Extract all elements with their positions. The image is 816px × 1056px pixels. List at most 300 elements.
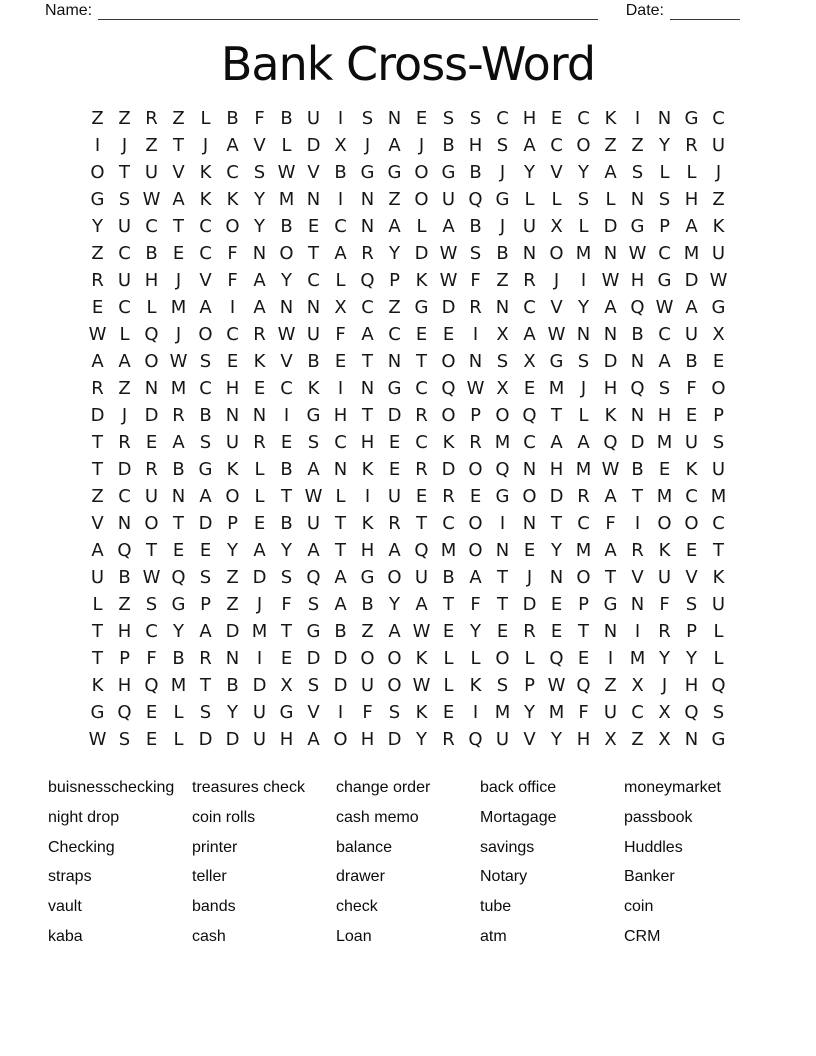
- grid-letter: U: [90, 567, 105, 588]
- word-list-item: cash memo: [336, 808, 419, 826]
- grid-letter: S: [712, 702, 725, 723]
- grid-letter: H: [603, 378, 618, 399]
- grid-letter: E: [523, 378, 536, 399]
- grid-letter: T: [551, 405, 562, 426]
- grid-letter: G: [360, 162, 375, 183]
- grid-letter: Q: [414, 540, 429, 561]
- word-search-grid: [0, 105, 816, 753]
- grid-letter: O: [279, 243, 294, 264]
- grid-letter: A: [685, 297, 698, 318]
- page-title: Bank Cross-Word: [220, 37, 596, 91]
- grid-letter: K: [199, 189, 212, 210]
- grid-letter: U: [711, 459, 726, 480]
- grid-letter: K: [253, 351, 266, 372]
- grid-letter: N: [522, 459, 537, 480]
- grid-letter: A: [388, 540, 401, 561]
- grid-letter: I: [256, 648, 263, 669]
- grid-letter: R: [361, 243, 374, 264]
- grid-letter: O: [495, 405, 510, 426]
- grid-letter: N: [171, 486, 186, 507]
- grid-letter: D: [414, 243, 429, 264]
- grid-letter: A: [199, 297, 212, 318]
- grid-letter: F: [362, 702, 373, 723]
- grid-letter: I: [634, 108, 641, 129]
- grid-letter: V: [523, 729, 536, 750]
- grid-letter: R: [145, 108, 158, 129]
- word-list-item: coin rolls: [192, 808, 256, 826]
- grid-letter: L: [146, 297, 157, 318]
- grid-letter: N: [522, 243, 537, 264]
- grid-letter: R: [199, 648, 212, 669]
- grid-letter: G: [387, 162, 402, 183]
- grid-letter: L: [416, 216, 427, 237]
- grid-letter: O: [198, 324, 213, 345]
- grid-letter: H: [117, 675, 132, 696]
- grid-letter: C: [334, 432, 347, 453]
- grid-letter: Y: [227, 702, 238, 723]
- grid-letter: Q: [441, 378, 456, 399]
- grid-letter: E: [496, 621, 509, 642]
- word-list-item: CRM: [624, 927, 661, 945]
- grid-letter: O: [468, 513, 483, 534]
- grid-letter: N: [360, 216, 375, 237]
- grid-letter: G: [495, 486, 510, 507]
- grid-letter: G: [711, 729, 726, 750]
- grid-letter: D: [603, 351, 618, 372]
- grid-letter: F: [146, 648, 157, 669]
- grid-letter: F: [605, 513, 616, 534]
- grid-letter: W: [547, 675, 566, 696]
- grid-letter: T: [173, 135, 184, 156]
- grid-letter: R: [523, 270, 536, 291]
- grid-letter: A: [307, 729, 320, 750]
- grid-letter: Y: [551, 729, 562, 750]
- grid-letter: I: [337, 702, 344, 723]
- grid-letter: N: [576, 324, 591, 345]
- grid-letter: K: [226, 459, 239, 480]
- grid-letter: N: [387, 108, 402, 129]
- grid-letter: C: [118, 486, 131, 507]
- grid-letter: U: [360, 675, 375, 696]
- grid-letter: V: [253, 135, 266, 156]
- grid-letter: U: [117, 216, 132, 237]
- grid-letter: N: [549, 567, 564, 588]
- grid-letter: W: [88, 729, 107, 750]
- grid-letter: O: [684, 513, 699, 534]
- grid-letter: E: [523, 540, 536, 561]
- grid-letter: S: [577, 189, 590, 210]
- grid-letter: V: [307, 702, 320, 723]
- grid-letter: M: [278, 189, 295, 210]
- grid-letter: I: [634, 513, 641, 534]
- grid-letter: J: [418, 135, 425, 156]
- grid-letter: V: [685, 567, 698, 588]
- grid-letter: A: [118, 351, 131, 372]
- grid-letter: Q: [144, 675, 159, 696]
- grid-letter: E: [253, 513, 266, 534]
- grid-letter: Q: [468, 729, 483, 750]
- grid-letter: B: [226, 675, 239, 696]
- grid-letter: S: [361, 108, 374, 129]
- grid-letter: D: [441, 459, 456, 480]
- grid-letter: K: [442, 432, 455, 453]
- grid-letter: N: [279, 297, 294, 318]
- grid-letter: R: [145, 459, 158, 480]
- grid-letter: S: [496, 675, 509, 696]
- grid-letter: Q: [630, 297, 645, 318]
- grid-letter: N: [468, 351, 483, 372]
- grid-letter: G: [441, 162, 456, 183]
- word-list-column: [48, 773, 192, 952]
- grid-letter: A: [253, 540, 266, 561]
- grid-letter: A: [253, 270, 266, 291]
- grid-letter: Y: [281, 270, 292, 291]
- word-list-item: balance: [336, 838, 393, 856]
- grid-letter: K: [361, 459, 374, 480]
- grid-letter: M: [440, 540, 457, 561]
- grid-letter: D: [225, 621, 240, 642]
- grid-letter: S: [307, 675, 320, 696]
- grid-letter: H: [684, 189, 699, 210]
- grid-letter: W: [277, 324, 296, 345]
- word-list-column: [336, 773, 480, 952]
- grid-letter: B: [280, 459, 293, 480]
- grid-letter: C: [199, 243, 212, 264]
- grid-letter: N: [252, 405, 267, 426]
- grid-letter: A: [334, 567, 347, 588]
- grid-letter: G: [495, 189, 510, 210]
- grid-letter: B: [685, 351, 698, 372]
- grid-letter: Y: [686, 648, 697, 669]
- grid-letter: J: [121, 405, 128, 426]
- grid-letter: S: [685, 594, 698, 615]
- grid-letter: E: [280, 648, 293, 669]
- grid-letter: A: [604, 162, 617, 183]
- word-list-item: savings: [480, 838, 535, 856]
- grid-letter: G: [90, 702, 105, 723]
- grid-letter: U: [225, 432, 240, 453]
- grid-letter: Z: [604, 135, 617, 156]
- grid-letter: F: [227, 243, 238, 264]
- grid-letter: X: [658, 729, 671, 750]
- grid-letter: L: [281, 135, 292, 156]
- grid-letter: S: [496, 351, 509, 372]
- grid-letter: H: [576, 729, 591, 750]
- grid-letter: N: [360, 189, 375, 210]
- grid-letter: T: [92, 432, 103, 453]
- grid-letter: U: [711, 594, 726, 615]
- grid-letter: S: [199, 351, 212, 372]
- grid-letter: D: [333, 675, 348, 696]
- grid-letter: D: [225, 729, 240, 750]
- grid-letter: Y: [281, 540, 292, 561]
- grid-letter: Q: [117, 540, 132, 561]
- grid-letter: P: [524, 675, 535, 696]
- grid-letter: E: [685, 405, 698, 426]
- grid-letter: S: [631, 162, 644, 183]
- word-list-item: kaba: [48, 927, 83, 945]
- grid-letter: R: [685, 135, 698, 156]
- grid-letter: K: [361, 513, 374, 534]
- grid-letter: A: [91, 540, 104, 561]
- grid-letter: N: [144, 378, 159, 399]
- grid-letter: W: [709, 270, 728, 291]
- grid-letter: X: [550, 216, 563, 237]
- grid-letter: X: [280, 675, 293, 696]
- grid-letter: S: [199, 702, 212, 723]
- grid-letter: F: [686, 378, 697, 399]
- grid-letter: B: [361, 594, 374, 615]
- grid-letter: L: [92, 594, 103, 615]
- grid-letter: N: [522, 513, 537, 534]
- word-list-item: moneymarket: [624, 779, 721, 796]
- grid-letter: O: [657, 513, 672, 534]
- grid-letter: L: [173, 702, 184, 723]
- grid-letter: Y: [254, 189, 265, 210]
- grid-letter: Q: [306, 567, 321, 588]
- grid-letter: C: [631, 702, 644, 723]
- grid-letter: N: [306, 189, 321, 210]
- grid-letter: C: [226, 162, 239, 183]
- grid-letter: A: [91, 351, 104, 372]
- grid-letter: R: [442, 486, 455, 507]
- grid-letter: A: [550, 432, 563, 453]
- grid-letter: N: [360, 378, 375, 399]
- grid-letter: E: [577, 648, 590, 669]
- grid-letter: J: [175, 324, 182, 345]
- grid-letter: H: [657, 405, 672, 426]
- word-list-item: check: [336, 898, 378, 916]
- grid-letter: B: [280, 513, 293, 534]
- grid-letter: I: [337, 378, 344, 399]
- grid-letter: H: [684, 675, 699, 696]
- grid-letter: V: [91, 513, 104, 534]
- grid-letter: O: [522, 486, 537, 507]
- word-list-item: straps: [48, 868, 92, 886]
- grid-letter: U: [657, 567, 672, 588]
- grid-letter: B: [145, 243, 158, 264]
- grid-letter: T: [119, 162, 130, 183]
- grid-letter: D: [252, 675, 267, 696]
- grid-letter: H: [360, 729, 375, 750]
- grid-letter: F: [578, 702, 589, 723]
- grid-letter: G: [90, 189, 105, 210]
- word-list-column: [624, 773, 768, 952]
- grid-letter: U: [306, 108, 321, 129]
- grid-letter: K: [91, 675, 104, 696]
- grid-letter: Q: [576, 675, 591, 696]
- grid-letter: B: [118, 567, 131, 588]
- grid-letter: T: [173, 216, 184, 237]
- grid-letter: L: [605, 189, 616, 210]
- grid-letter: O: [468, 540, 483, 561]
- grid-letter: B: [496, 243, 509, 264]
- grid-letter: B: [280, 108, 293, 129]
- word-list-item: Mortagage: [480, 808, 557, 826]
- grid-letter: Q: [630, 378, 645, 399]
- grid-letter: A: [658, 351, 671, 372]
- grid-letter: O: [387, 567, 402, 588]
- grid-letter: M: [710, 486, 727, 507]
- grid-letter: J: [580, 378, 587, 399]
- grid-letter: A: [523, 324, 536, 345]
- grid-letter: R: [253, 324, 266, 345]
- grid-letter: O: [225, 216, 240, 237]
- grid-letter: P: [686, 621, 697, 642]
- grid-letter: M: [494, 702, 511, 723]
- grid-letter: Y: [173, 621, 184, 642]
- grid-letter: A: [577, 432, 590, 453]
- grid-letter: E: [145, 702, 158, 723]
- grid-letter: D: [522, 594, 537, 615]
- grid-letter: T: [605, 567, 616, 588]
- grid-letter: C: [334, 216, 347, 237]
- grid-letter: E: [550, 594, 563, 615]
- grid-letter: T: [578, 621, 589, 642]
- grid-letter: V: [307, 162, 320, 183]
- grid-letter: J: [499, 216, 506, 237]
- grid-letter: P: [119, 648, 130, 669]
- grid-letter: B: [199, 405, 212, 426]
- grid-letter: A: [307, 459, 320, 480]
- grid-letter: F: [254, 108, 265, 129]
- word-list-item: drawer: [336, 868, 385, 886]
- grid-letter: W: [439, 270, 458, 291]
- grid-letter: C: [280, 378, 293, 399]
- grid-letter: C: [199, 216, 212, 237]
- grid-letter: N: [495, 540, 510, 561]
- grid-letter: A: [388, 135, 401, 156]
- grid-letter: F: [470, 270, 481, 291]
- grid-letter: M: [575, 540, 592, 561]
- grid-letter: I: [229, 297, 236, 318]
- grid-letter: S: [280, 567, 293, 588]
- grid-letter: E: [442, 702, 455, 723]
- grid-letter: R: [118, 432, 131, 453]
- grid-letter: I: [94, 135, 101, 156]
- grid-letter: Z: [118, 594, 131, 615]
- grid-letter: D: [441, 297, 456, 318]
- grid-letter: L: [443, 648, 454, 669]
- grid-letter: D: [198, 729, 213, 750]
- grid-letter: H: [360, 540, 375, 561]
- grid-letter: Z: [91, 486, 104, 507]
- grid-letter: O: [360, 648, 375, 669]
- grid-letter: S: [469, 108, 482, 129]
- grid-letter: R: [91, 378, 104, 399]
- grid-letter: C: [550, 135, 563, 156]
- grid-letter: M: [251, 621, 268, 642]
- grid-letter: C: [307, 270, 320, 291]
- grid-letter: C: [523, 432, 536, 453]
- grid-letter: N: [630, 351, 645, 372]
- grid-letter: V: [199, 270, 212, 291]
- grid-letter: Y: [659, 135, 670, 156]
- grid-letter: H: [630, 270, 645, 291]
- grid-letter: C: [145, 621, 158, 642]
- word-list-item: back office: [480, 779, 557, 796]
- grid-letter: E: [91, 297, 104, 318]
- grid-letter: B: [442, 567, 455, 588]
- grid-letter: M: [548, 702, 565, 723]
- grid-letter: H: [549, 459, 564, 480]
- word-list-item: Loan: [336, 927, 372, 945]
- grid-letter: E: [550, 108, 563, 129]
- grid-letter: B: [442, 135, 455, 156]
- word-list-item: Huddles: [624, 838, 683, 856]
- grid-letter: L: [119, 324, 130, 345]
- grid-letter: K: [199, 162, 212, 183]
- grid-letter: L: [254, 459, 265, 480]
- grid-letter: T: [362, 351, 373, 372]
- grid-letter: C: [496, 108, 509, 129]
- grid-letter: V: [550, 162, 563, 183]
- grid-letter: S: [469, 243, 482, 264]
- grid-letter: O: [333, 729, 348, 750]
- grid-letter: K: [307, 378, 320, 399]
- grid-letter: E: [334, 351, 347, 372]
- grid-letter: O: [468, 459, 483, 480]
- grid-letter: B: [631, 459, 644, 480]
- grid-letter: I: [337, 189, 344, 210]
- grid-letter: A: [685, 216, 698, 237]
- grid-letter: X: [334, 297, 347, 318]
- grid-letter: X: [604, 729, 617, 750]
- grid-letter: Q: [549, 648, 564, 669]
- grid-letter: W: [655, 297, 674, 318]
- grid-letter: Y: [470, 621, 481, 642]
- grid-letter: F: [227, 270, 238, 291]
- grid-letter: X: [496, 324, 509, 345]
- grid-letter: H: [279, 729, 294, 750]
- grid-letter: B: [334, 621, 347, 642]
- date-blank-line: [670, 3, 740, 20]
- grid-letter: E: [442, 324, 455, 345]
- grid-letter: R: [253, 432, 266, 453]
- grid-letter: C: [118, 243, 131, 264]
- grid-letter: I: [499, 513, 506, 534]
- grid-letter: A: [199, 486, 212, 507]
- grid-letter: S: [199, 432, 212, 453]
- grid-letter: U: [387, 486, 402, 507]
- grid-letter: E: [550, 621, 563, 642]
- grid-letter: B: [631, 324, 644, 345]
- grid-letter: G: [414, 297, 429, 318]
- grid-letter: D: [603, 216, 618, 237]
- grid-letter: H: [117, 621, 132, 642]
- grid-letter: W: [466, 378, 485, 399]
- grid-letter: A: [604, 486, 617, 507]
- word-list-item: cash: [192, 927, 226, 945]
- grid-letter: U: [603, 702, 618, 723]
- grid-letter: U: [306, 324, 321, 345]
- grid-letter: M: [170, 378, 187, 399]
- grid-letter: O: [387, 675, 402, 696]
- grid-letter: N: [225, 405, 240, 426]
- grid-letter: H: [522, 108, 537, 129]
- grid-letter: Q: [495, 459, 510, 480]
- grid-letter: O: [144, 513, 159, 534]
- grid-letter: Z: [226, 594, 239, 615]
- grid-letter: A: [523, 135, 536, 156]
- grid-letter: B: [469, 216, 482, 237]
- grid-letter: Q: [603, 432, 618, 453]
- grid-letter: F: [659, 594, 670, 615]
- grid-letter: T: [335, 540, 346, 561]
- grid-letter: W: [601, 270, 620, 291]
- grid-letter: L: [578, 405, 589, 426]
- grid-letter: E: [685, 540, 698, 561]
